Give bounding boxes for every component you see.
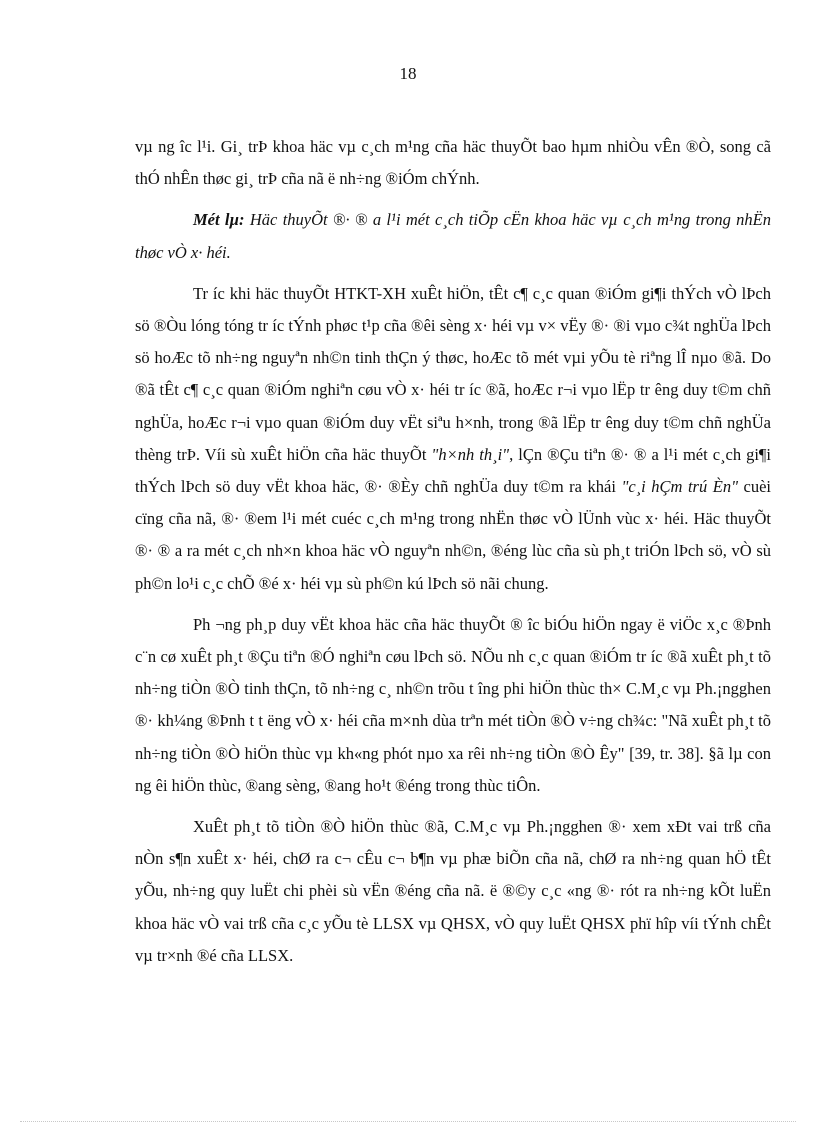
- page-bottom-divider: [20, 1121, 796, 1122]
- paragraph-2-text: Häc thuyÕt ®· ® a l¹i mét c¸ch tiÕp cËn khoa häc vµ c¸ch m¹ng trong nhËn thøc vÒ x· héi.: [135, 210, 771, 262]
- paragraph-3-quote-2: "c¸i hÇm trú Èn": [621, 477, 738, 497]
- paragraph-2-lead: Mét lµ:: [193, 210, 245, 230]
- paragraph-3-text: Tr íc khi häc thuyÕt HTKT-XH xuÊt hiÖn, tÊt c¶ c¸c quan ®iÓm gi¶i thÝch vÒ lÞch sö ®Òu lóng tóng tr íc tÝnh phøc t¹p cña ®êi sèng x· héi vµ v× vËy ®· ®i vµo c¾t nghÜa lÞch sö hoÆc tõ nh÷ng nguyªn nh©n tinh thÇn ý thøc, hoÆc tõ mét vµi yÕu tè riªng lÎ nµo ®ã. Do ®ã tÊt c¶ c¸c quan ®iÓm nghiªn cøu vÒ x· héi tr íc ®ã, hoÆc r¬i vµo lËp tr êng duy t©m chñ nghÜa, hoÆc r¬i vµo quan ®iÓm duy vËt siªu h×nh, trong ®ã lËp tr êng duy t©m chñ nghÜa thèng trÞ. Víi sù xuÊt hiÖn cña häc thuyÕt: [135, 283, 771, 464]
- paragraph-3-quote-1: "h×nh th¸i": [431, 444, 510, 464]
- paragraph-3-part-2: , lÇn ®Çu tiªn ®· ® a l¹i mét c¸ch gi¶i thÝch lÞch sö duy vËt khoa häc, ®· ®Èy chñ nghÜa duy t©m ra khái: [135, 444, 771, 497]
- paragraph-4: Ph ¬ng ph¸p duy vËt khoa häc cña häc thuyÕt ® îc biÓu hiÖn ngay ë viÖc x¸c ®Þnh c¨n cø xuÊt ph¸t ®Çu tiªn ®Ó nghiªn cøu lÞch sö. NÕu nh c¸c quan ®iÓm tr íc ®ã xuÊt ph¸t tõ nh÷ng tiÒn ®Ò tinh thÇn, tõ nh÷ng c¸ nh©n trõu t îng phi hiÖn thùc th× C.M¸c vµ Ph.¡ngghen ®· kh¼ng ®Þnh t t ëng vÒ x· héi cña m×nh dùa trªn mét tiÒn ®Ò v÷ng ch¾c: "Nã xuÊt ph¸t tõ nh÷ng tiÒn ®Ò hiÖn thùc vµ kh«ng phót nµo xa rêi nh÷ng tiÒn ®Ò Êy" [39, tr. 38]. §ã lµ con ng êi hiÖn thùc, ®ang sèng, ®ang ho¹t ®éng trong thùc tiÔn.: [135, 614, 771, 795]
- paragraph-3-part-4: cuèi cïng cña nã, ®· ®em l¹i mét cuéc c¸ch m¹ng trong nhËn thøc vÒ lÜnh vùc x· héi. Häc thuyÕt ®· ® a ra mét c¸ch nh×n khoa häc vÒ nguyªn nh©n, ®éng lùc cña sù ph¸t triÓn lÞch sö, vÒ sù ph©n lo¹i c¸c chÕ ®é x· héi vµ sù ph©n kú lÞch sö nãi chung.: [135, 477, 771, 593]
- paragraph-3: [135, 278, 771, 600]
- document-body: [135, 131, 771, 972]
- paragraph-2: [135, 204, 771, 268]
- paragraph-1: vµ ng îc l¹i. Gi¸ trÞ khoa häc vµ c¸ch m¹ng cña häc thuyÕt bao hµm nhiÒu vÊn ®Ò, song cã thÓ nhÊn thøc gi¸ trÞ cña nã ë nh÷ng ®iÓm chÝnh.: [135, 137, 771, 189]
- paragraph-5: XuÊt ph¸t tõ tiÒn ®Ò hiÖn thùc ®ã, C.M¸c vµ Ph.¡ngghen ®· xem xÐt vai trß cña nÒn s¶n xuÊt x· héi, chØ ra c¬ cÊu c¬ b¶n vµ phæ biÕn cña nã, chØ ra nh÷ng quan hÖ tÊt yÕu, nh÷ng quy luËt chi phèi sù vËn ®éng cña nã. ë ®©y c¸c «ng ®· rót ra nh÷ng kÕt luËn khoa häc vÒ vai trß cña c¸c yÕu tè LLSX vµ QHSX, vÒ quy luËt QHSX phï hîp víi tÝnh chÊt vµ tr×nh ®é cña LLSX.: [135, 817, 771, 965]
- page-number: 18: [399, 64, 417, 83]
